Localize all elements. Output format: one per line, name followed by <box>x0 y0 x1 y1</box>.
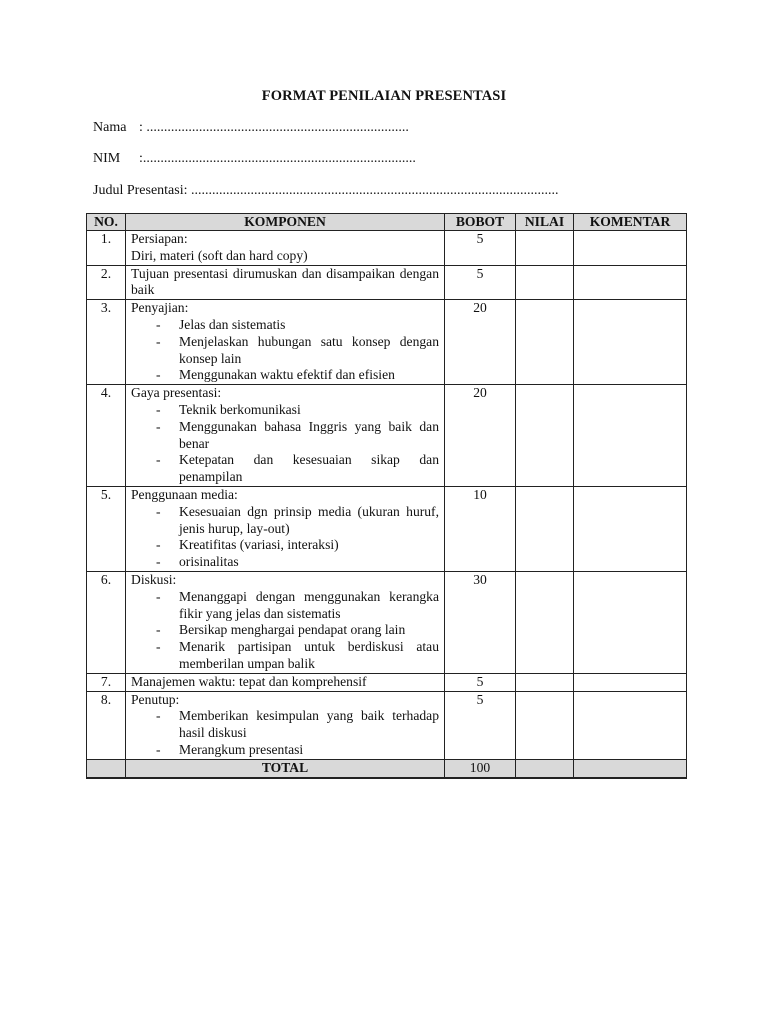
row-bobot: 5 <box>445 673 516 691</box>
dash-bullet-icon: - <box>156 741 161 757</box>
row-bobot: 5 <box>445 265 516 300</box>
total-nilai-cell[interactable] <box>516 759 574 777</box>
row-bullet-list <box>131 504 439 571</box>
bullet-item <box>131 708 439 742</box>
row-komponen <box>126 691 445 759</box>
row-title: Gaya presentasi: <box>131 385 222 401</box>
row-no: 7. <box>87 673 126 691</box>
dash-bullet-icon: - <box>156 537 161 553</box>
row-no: 8. <box>87 691 126 759</box>
row-title: Penutup: <box>131 691 180 707</box>
judul-blank: ......................................................................................................... <box>187 183 559 198</box>
row-komponen <box>126 571 445 673</box>
total-row <box>87 759 687 777</box>
row-no: 4. <box>87 385 126 487</box>
bullet-text: Menggunakan waktu efektif dan efisien <box>179 367 395 383</box>
bullet-item <box>131 334 439 368</box>
dash-bullet-icon: - <box>156 554 161 570</box>
row-komentar-cell[interactable] <box>574 265 687 300</box>
row-title: Tujuan presentasi dirumuskan dan disampaikan dengan baik <box>131 265 439 298</box>
bullet-text: orisinalitas <box>179 554 239 570</box>
row-bullet-list <box>131 589 439 673</box>
bullet-item <box>131 504 439 538</box>
nama-field <box>93 120 409 136</box>
table-row <box>87 300 687 385</box>
dash-bullet-icon: - <box>156 418 161 434</box>
bullet-item <box>131 537 439 554</box>
bullet-text: Kreatifitas (variasi, interaksi) <box>179 537 339 553</box>
dash-bullet-icon: - <box>156 503 161 519</box>
row-komponen <box>126 486 445 571</box>
dash-bullet-icon: - <box>156 316 161 332</box>
bullet-text: Menanggapi dengan menggunakan kerangka fikir yang jelas dan sistematis <box>179 588 439 621</box>
bullet-item <box>131 317 439 334</box>
row-bullet-list <box>131 402 439 486</box>
bullet-item <box>131 639 439 673</box>
table-row <box>87 673 687 691</box>
row-komponen <box>126 231 445 266</box>
bullet-text: Menarik partisipan untuk berdiskusi atau memberilan umpan balik <box>179 639 439 671</box>
table-row <box>87 231 687 266</box>
row-bobot: 20 <box>445 300 516 385</box>
row-title: Persiapan: <box>131 231 188 246</box>
nim-field <box>93 151 416 167</box>
bullet-item <box>131 742 439 759</box>
dash-bullet-icon: - <box>156 401 161 417</box>
row-komentar-cell[interactable] <box>574 673 687 691</box>
table-row <box>87 571 687 673</box>
bullet-text: Teknik berkomunikasi <box>179 401 301 417</box>
row-nilai-cell[interactable] <box>516 265 574 300</box>
row-bullet-list <box>131 708 439 758</box>
row-no: 3. <box>87 300 126 385</box>
bullet-item <box>131 554 439 571</box>
header-komentar: KOMENTAR <box>574 214 687 231</box>
row-bobot: 30 <box>445 571 516 673</box>
row-nilai-cell[interactable] <box>516 571 574 673</box>
row-komentar-cell[interactable] <box>574 691 687 759</box>
table-row <box>87 486 687 571</box>
row-title: Penyajian: <box>131 300 189 316</box>
bullet-item <box>131 402 439 419</box>
row-title: Penggunaan media: <box>131 486 238 502</box>
bullet-item <box>131 622 439 639</box>
row-komentar-cell[interactable] <box>574 385 687 487</box>
dash-bullet-icon: - <box>156 367 161 383</box>
judul-label: Judul Presentasi: <box>93 183 188 198</box>
row-nilai-cell[interactable] <box>516 231 574 266</box>
bullet-text: Bersikap menghargai pendapat orang lain <box>179 622 406 638</box>
bullet-text: Ketepatan dan kesesuaian sikap dan penampilan <box>179 452 439 485</box>
row-no: 2. <box>87 265 126 300</box>
assessment-table <box>86 213 687 779</box>
row-komponen <box>126 673 445 691</box>
bullet-text: Kesesuaian dgn prinsip media (ukuran huruf, jenis hurup, lay-out) <box>179 503 439 536</box>
row-no: 1. <box>87 231 126 266</box>
table-row <box>87 691 687 759</box>
bullet-item <box>131 589 439 623</box>
dash-bullet-icon: - <box>156 639 161 655</box>
table-row <box>87 265 687 300</box>
bullet-text: Menjelaskan hubungan satu konsep dengan konsep lain <box>179 333 439 366</box>
row-komentar-cell[interactable] <box>574 300 687 385</box>
row-bobot: 10 <box>445 486 516 571</box>
bullet-text: Menggunakan bahasa Inggris yang baik dan benar <box>179 418 439 451</box>
row-bullet-list <box>131 317 439 384</box>
table-row <box>87 385 687 487</box>
bullet-text: Memberikan kesimpulan yang baik terhadap hasil diskusi <box>179 708 439 741</box>
row-nilai-cell[interactable] <box>516 300 574 385</box>
nim-label: NIM <box>93 151 121 166</box>
header-no: NO. <box>87 214 126 231</box>
header-komponen: KOMPONEN <box>126 214 445 231</box>
row-bobot: 20 <box>445 385 516 487</box>
row-komponen <box>126 300 445 385</box>
total-bobot: 100 <box>445 759 516 777</box>
total-no-cell <box>87 759 126 777</box>
bullet-item <box>131 452 439 486</box>
row-komentar-cell[interactable] <box>574 231 687 266</box>
row-nilai-cell[interactable] <box>516 486 574 571</box>
row-title: Manajemen waktu: tepat dan komprehensif <box>131 673 367 689</box>
bullet-item <box>131 367 439 384</box>
header-nilai: NILAI <box>516 214 574 231</box>
dash-bullet-icon: - <box>156 708 161 724</box>
table-header-row <box>87 214 687 231</box>
nama-blank: : ........................................................................... <box>139 120 409 135</box>
row-no: 6. <box>87 571 126 673</box>
bullet-text: Merangkum presentasi <box>179 741 304 757</box>
judul-field <box>93 183 559 199</box>
row-nilai-cell[interactable] <box>516 385 574 487</box>
document-title: FORMAT PENILAIAN PRESENTASI <box>261 88 507 104</box>
row-text: Diri, materi (soft dan hard copy) <box>131 247 308 263</box>
row-nilai-cell[interactable] <box>516 691 574 759</box>
bullet-text: Jelas dan sistematis <box>179 316 286 332</box>
row-komponen <box>126 265 445 300</box>
dash-bullet-icon: - <box>156 452 161 468</box>
dash-bullet-icon: - <box>156 333 161 349</box>
table-body <box>87 231 687 778</box>
dash-bullet-icon: - <box>156 622 161 638</box>
row-bobot: 5 <box>445 231 516 266</box>
nama-label: Nama <box>93 120 127 135</box>
total-komentar-cell[interactable] <box>574 759 687 777</box>
total-label: TOTAL <box>126 759 445 777</box>
header-bobot: BOBOT <box>445 214 516 231</box>
row-bobot: 5 <box>445 691 516 759</box>
nim-blank: :.............................................................................. <box>139 151 416 166</box>
bullet-item <box>131 419 439 453</box>
row-komponen <box>126 385 445 487</box>
row-komentar-cell[interactable] <box>574 486 687 571</box>
row-nilai-cell[interactable] <box>516 673 574 691</box>
row-komentar-cell[interactable] <box>574 571 687 673</box>
row-no: 5. <box>87 486 126 571</box>
row-title: Diskusi: <box>131 571 177 587</box>
dash-bullet-icon: - <box>156 588 161 604</box>
